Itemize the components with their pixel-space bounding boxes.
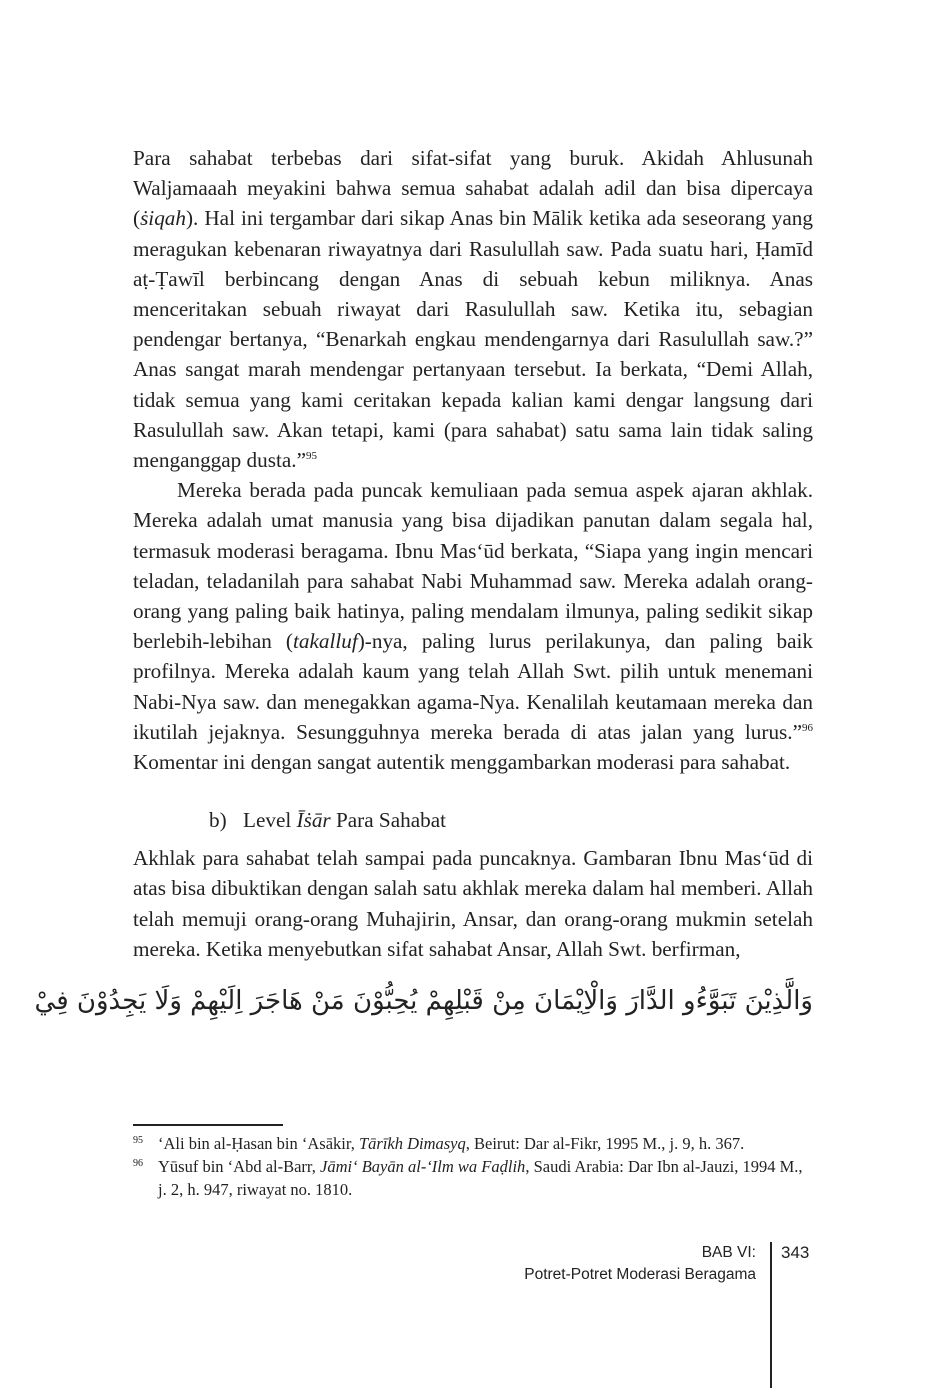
footnote-title: Jāmi‘ Bayān al-‘Ilm wa Faḍlih (320, 1157, 526, 1176)
footnote-title: Tārīkh Dimasyq (358, 1134, 466, 1153)
footnotes (133, 1132, 813, 1201)
section-heading-post: Para Sahabat (330, 808, 446, 833)
section-heading-italic: Īṡār (296, 808, 331, 833)
section-heading-pre: Level (243, 808, 297, 833)
arabic-verse: وَالَّذِيْنَ تَبَوَّءُو الدَّارَ وَالْاِيْمَانَ مِنْ قَبْلِهِمْ يُحِبُّوْنَ مَنْ هَاجَرَ اِلَيْهِمْ وَلَا يَجِدُوْنَ فِيْ (34, 986, 813, 1017)
footer-divider (770, 1242, 772, 1388)
paragraph-2-italic-term: takalluf (293, 629, 358, 654)
chapter-title: Potret-Potret Moderasi Beragama (524, 1266, 756, 1283)
footnote-ref-95[interactable]: 95 (305, 449, 317, 462)
paragraph-1 (133, 143, 813, 475)
footnote-text-b: , Beirut: Dar al-Fikr, 1995 M., j. 9, h. 367. (465, 1134, 745, 1153)
paragraph-2-text-c: Komentar ini dengan sangat autentik menggambarkan moderasi para sahabat. (133, 750, 791, 775)
footnote-text-a: ‘Ali bin al-Ḥasan bin ‘Asākir, (158, 1134, 359, 1153)
footnote-text-b: , Saudi Arabia: Dar Ibn al-Jauzi, 1994 M., j. 2, h. 947, riwayat no. 1810. (158, 1157, 803, 1199)
footnote-95 (133, 1132, 813, 1155)
chapter-label: BAB VI: (701, 1244, 756, 1261)
footnote-text-a: Yūsuf bin ‘Abd al-Barr, (158, 1157, 321, 1176)
footnote-divider (133, 1124, 283, 1126)
paragraph-1-text-a: Para sahabat terbebas dari sifat-sifat yang buruk. Akidah Ahlusunah Waljamaaah meyakini bahwa semua sahabat adalah adil dan bisa dipercaya ( (133, 146, 813, 231)
section-number: b) (209, 808, 227, 833)
paragraph-2-text-a: Mereka berada pada puncak kemuliaan pada semua aspek ajaran akhlak. Mereka adalah umat manusia yang bisa dijadikan panutan dalam segala hal, termasuk moderasi beragama. Ibnu Mas‘ūd berkata, “Siapa yang ingin mencari teladan, teladanilah para sahabat Nabi Muhammad saw. Mereka adalah orang-orang yang paling baik hatinya, paling mendalam ilmunya, paling sedikit sikap berlebih-lebihan ( (133, 478, 813, 654)
page-footer (480, 1242, 946, 1388)
footnote-mark: 96 (133, 1158, 143, 1169)
section-heading (209, 805, 813, 835)
page-number: 343 (781, 1243, 810, 1262)
paragraph-2-text-b: )-nya, paling lurus perilakunya, dan paling baik profilnya. Mereka adalah kaum yang telah Allah Swt. pilih untuk menemani Nabi-Nya saw. dan menegakkan agama-Nya. Kenalilah keutamaan mereka dan ikutilah jejaknya. Sesungguhnya mereka berada di atas jalan yang lurus.” (133, 629, 813, 744)
paragraph-2 (133, 475, 813, 777)
footnote-96 (133, 1155, 813, 1201)
main-text (34, 143, 813, 1026)
paragraph-1-italic-term: ṡiqah (140, 206, 186, 231)
footnote-mark: 95 (133, 1135, 143, 1146)
footnote-ref-96[interactable]: 96 (802, 721, 813, 734)
paragraph-3: Akhlak para sahabat telah sampai pada puncaknya. Gambaran Ibnu Mas‘ūd di atas bisa dibuktikan dengan salah satu akhlak mereka dalam hal memberi. Allah telah memuji orang-orang Muhajirin, Ansar, dan orang-orang mukmin setelah mereka. Ketika menyebutkan sifat sahabat Ansar, Allah Swt. berfirman, (133, 846, 813, 961)
running-footer (524, 1242, 756, 1286)
paragraph-1-text-b: ). Hal ini tergambar dari sikap Anas bin Mālik ketika ada seseorang yang meragukan kebenaran riwayatnya dari Rasulullah saw. Pada suatu hari, Ḥamīd aṭ-Ṭawīl berbincang dengan Anas di sebuah kebun miliknya. Anas menceritakan sebuah riwayat dari Rasulullah saw. Ketika itu, sebagian pendengar bertanya, “Benarkah engkau mendengarnya dari Rasulullah saw.?” Anas sangat marah mendengar pertanyaan tersebut. Ia berkata, “Demi Allah, tidak semua yang kami ceritakan kepada kalian kami dengar langsung dari Rasulullah saw. Akan tetapi, kami (para sahabat) satu sama lain tidak saling menganggap dusta.” (133, 206, 813, 473)
